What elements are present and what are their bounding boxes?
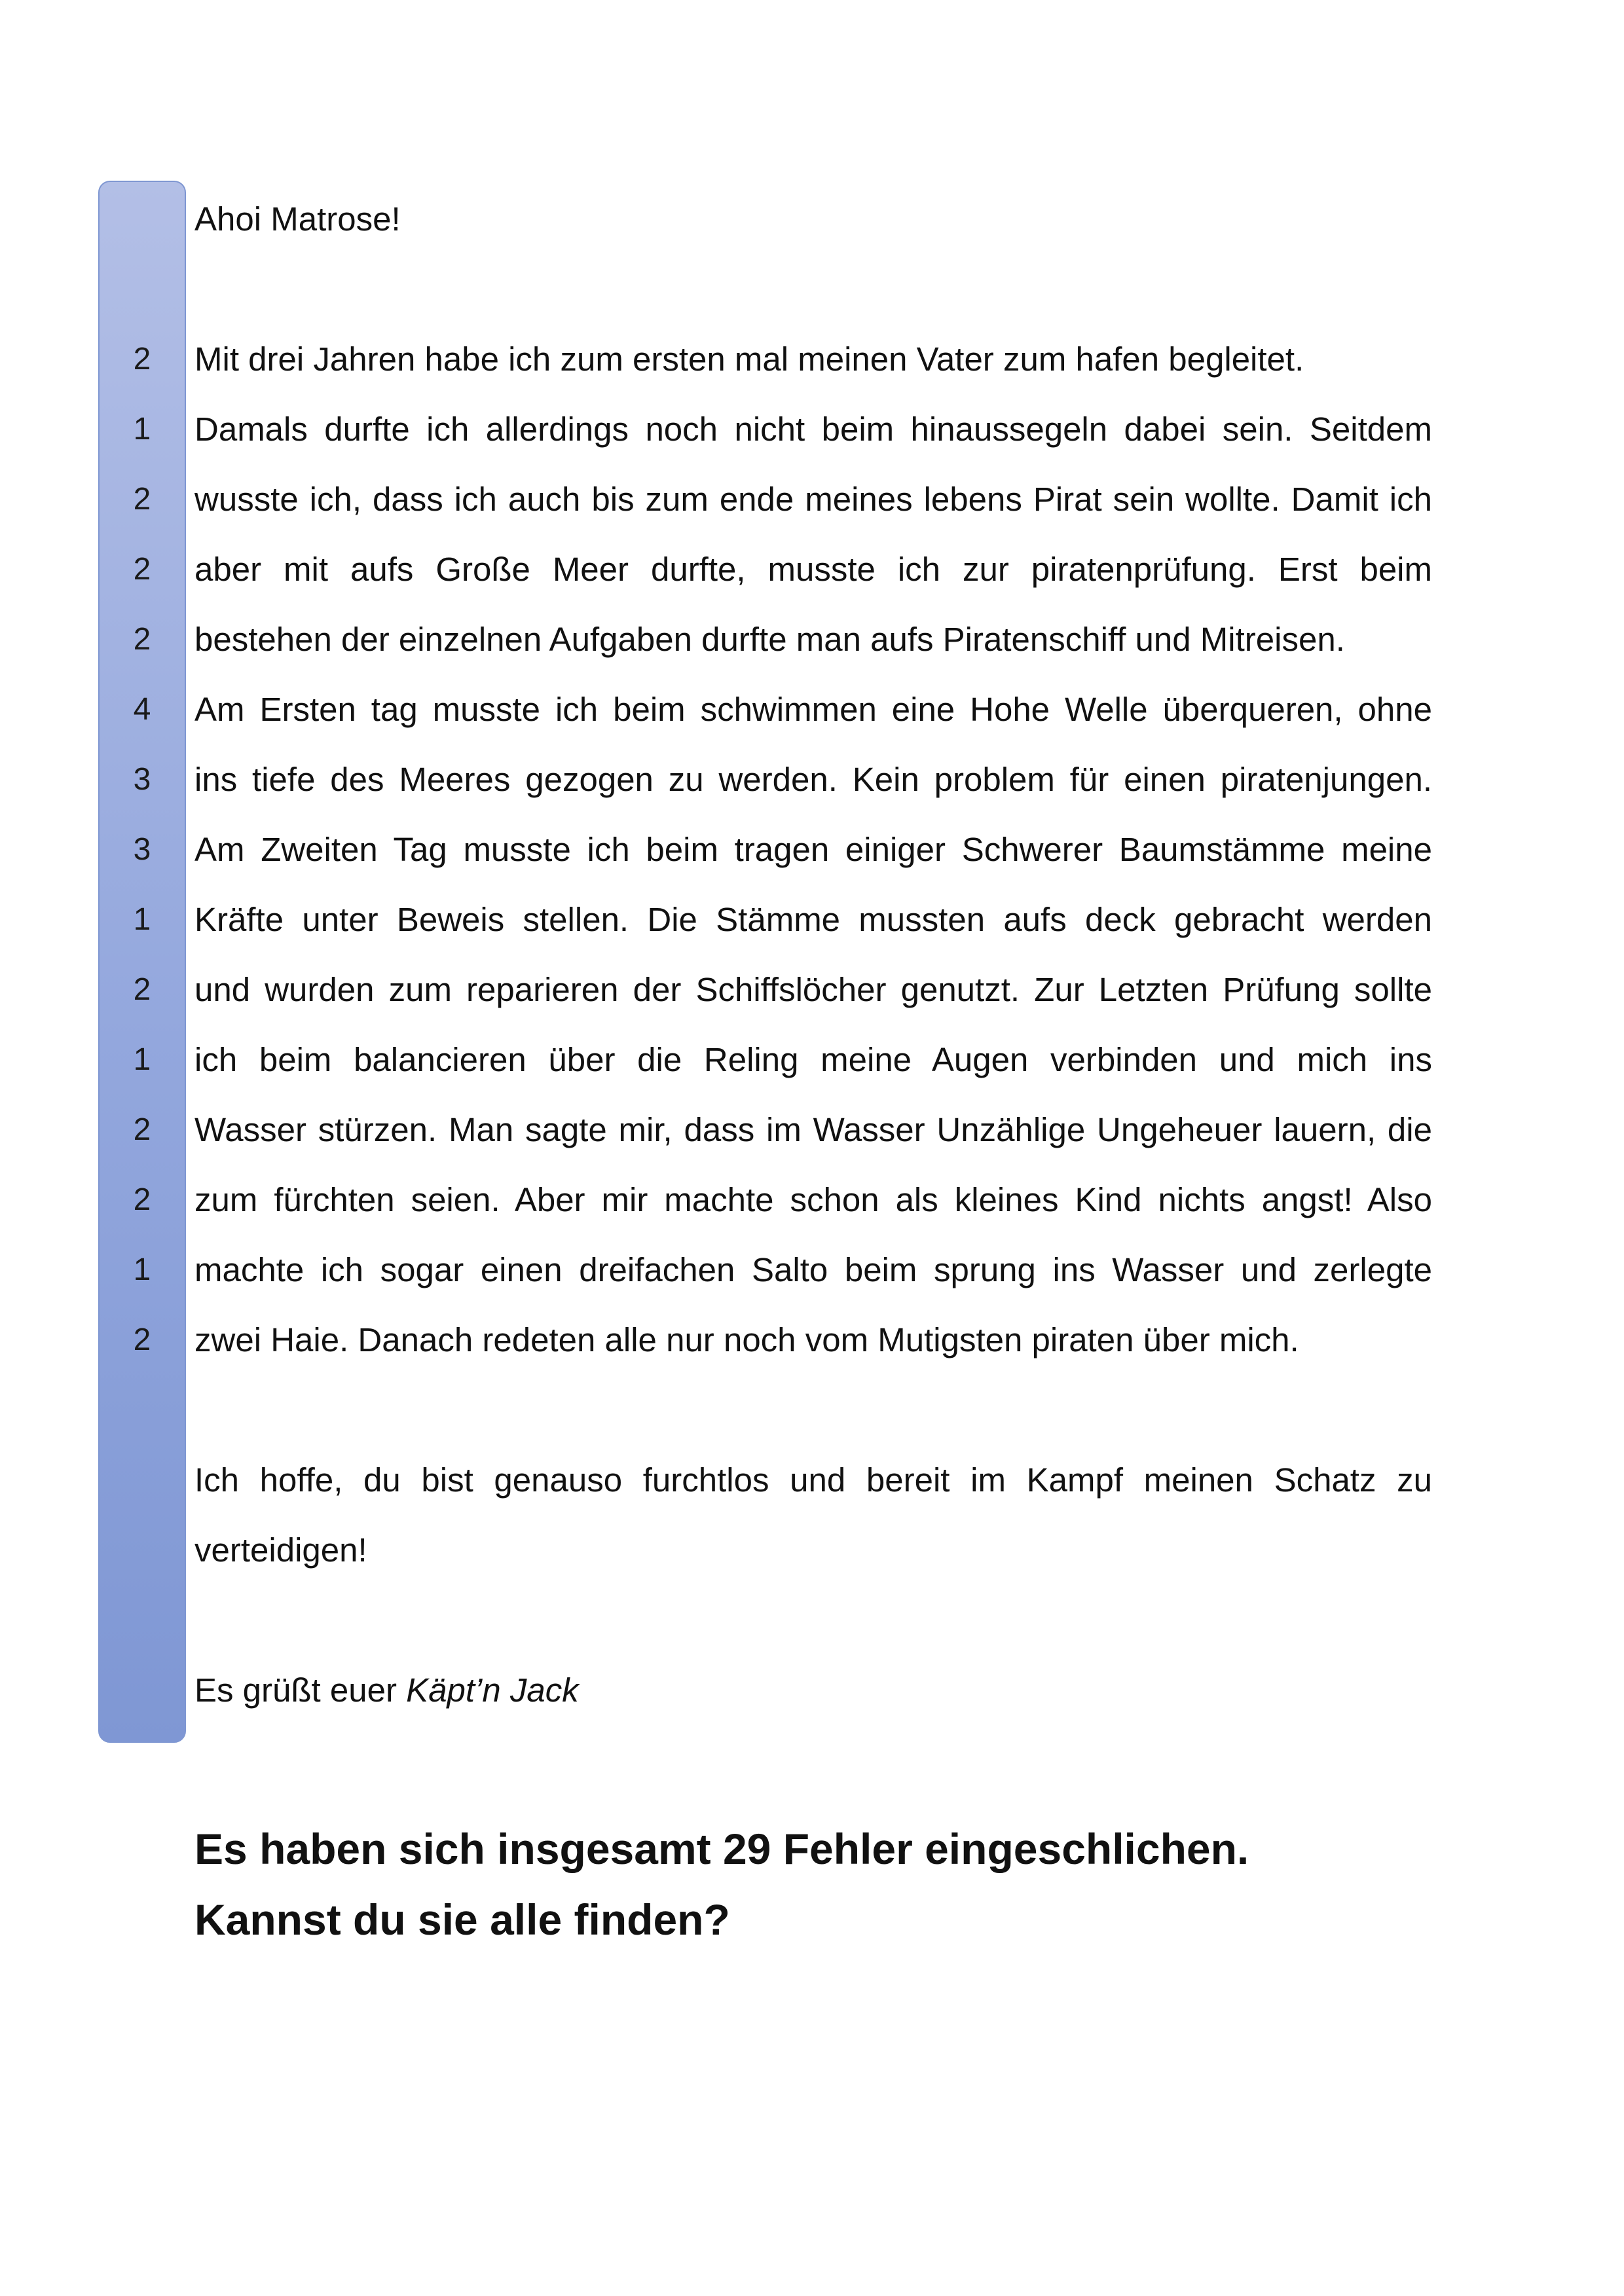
- letter-greeting: Ahoi Matrose!: [194, 200, 401, 238]
- letter-line-15: zwei Haie. Danach redeten alle nur noch vom Mutigsten piraten über mich.: [194, 1321, 1299, 1358]
- letter-line-6: Am Ersten tag musste ich beim schwimmen eine Hohe Welle überqueren, ohne: [194, 691, 1432, 728]
- error-count-line-4: 2: [133, 552, 151, 587]
- task-line-1: Es haben sich insgesamt 29 Fehler eingeschlichen.: [194, 1825, 1249, 1873]
- signature-name: Käpt’n Jack: [406, 1671, 579, 1709]
- error-count-line-9: 1: [133, 902, 151, 937]
- task-instructions: [194, 1813, 1432, 1955]
- letter-line-8: Am Zweiten Tag musste ich beim tragen einiger Schwerer Baumstämme meine: [194, 831, 1432, 868]
- error-count-line-12: 2: [133, 1112, 151, 1147]
- error-count-line-8: 3: [133, 832, 151, 867]
- letter-line-12: Wasser stürzen. Man sagte mir, dass im Wasser Unzählige Ungeheuer lauern, die: [194, 1111, 1432, 1148]
- error-count-line-14: 1: [133, 1252, 151, 1287]
- signature-prefix: Es grüßt euer: [194, 1671, 407, 1709]
- letter-line-5: bestehen der einzelnen Aufgaben durfte man aufs Piratenschiff und Mitreisen.: [194, 621, 1345, 658]
- letter-line-14: machte ich sogar einen dreifachen Salto beim sprung ins Wasser und zerlegte: [194, 1251, 1432, 1288]
- error-count-line-2: 1: [133, 412, 151, 446]
- letter-line-7: ins tiefe des Meeres gezogen zu werden. Kein problem für einen piratenjungen.: [194, 761, 1432, 798]
- letter-line-10: und wurden zum reparieren der Schiffslöcher genutzt. Zur Letzten Prüfung sollte: [194, 971, 1432, 1008]
- letter-line-11: ich beim balancieren über die Reling meine Augen verbinden und mich ins: [194, 1041, 1432, 1078]
- letter-signature: [194, 1655, 1432, 1725]
- letter-closing-line-1: Ich hoffe, du bist genauso furchtlos und bereit im Kampf meinen Schatz zu: [194, 1461, 1432, 1499]
- task-line-2: Kannst du sie alle finden?: [194, 1895, 730, 1944]
- error-count-line-13: 2: [133, 1182, 151, 1217]
- error-count-line-7: 3: [133, 762, 151, 797]
- error-count-line-10: 2: [133, 972, 151, 1007]
- letter-line-13: zum fürchten seien. Aber mir machte schon als kleines Kind nichts angst! Also: [194, 1181, 1432, 1218]
- error-count-line-5: 2: [133, 622, 151, 657]
- error-count-line-11: 1: [133, 1042, 151, 1077]
- error-count-line-1: 2: [133, 342, 151, 376]
- letter-line-9: Kräfte unter Beweis stellen. Die Stämme mussten aufs deck gebracht werden: [194, 901, 1432, 938]
- letter-closing-line-2: verteidigen!: [194, 1531, 367, 1569]
- error-count-line-6: 4: [133, 692, 151, 727]
- error-count-line-3: 2: [133, 482, 151, 517]
- letter-line-2: Damals durfte ich allerdings noch nicht beim hinaussegeln dabei sein. Seitdem: [194, 410, 1432, 448]
- letter-line-3: wusste ich, dass ich auch bis zum ende meines lebens Pirat sein wollte. Damit ich: [194, 481, 1432, 518]
- letter-line-4: aber mit aufs Große Meer durfte, musste ich zur piratenprüfung. Erst beim: [194, 551, 1432, 588]
- letter-line-1: Mit drei Jahren habe ich zum ersten mal meinen Vater zum hafen begleitet.: [194, 340, 1304, 378]
- error-count-line-15: 2: [133, 1322, 151, 1357]
